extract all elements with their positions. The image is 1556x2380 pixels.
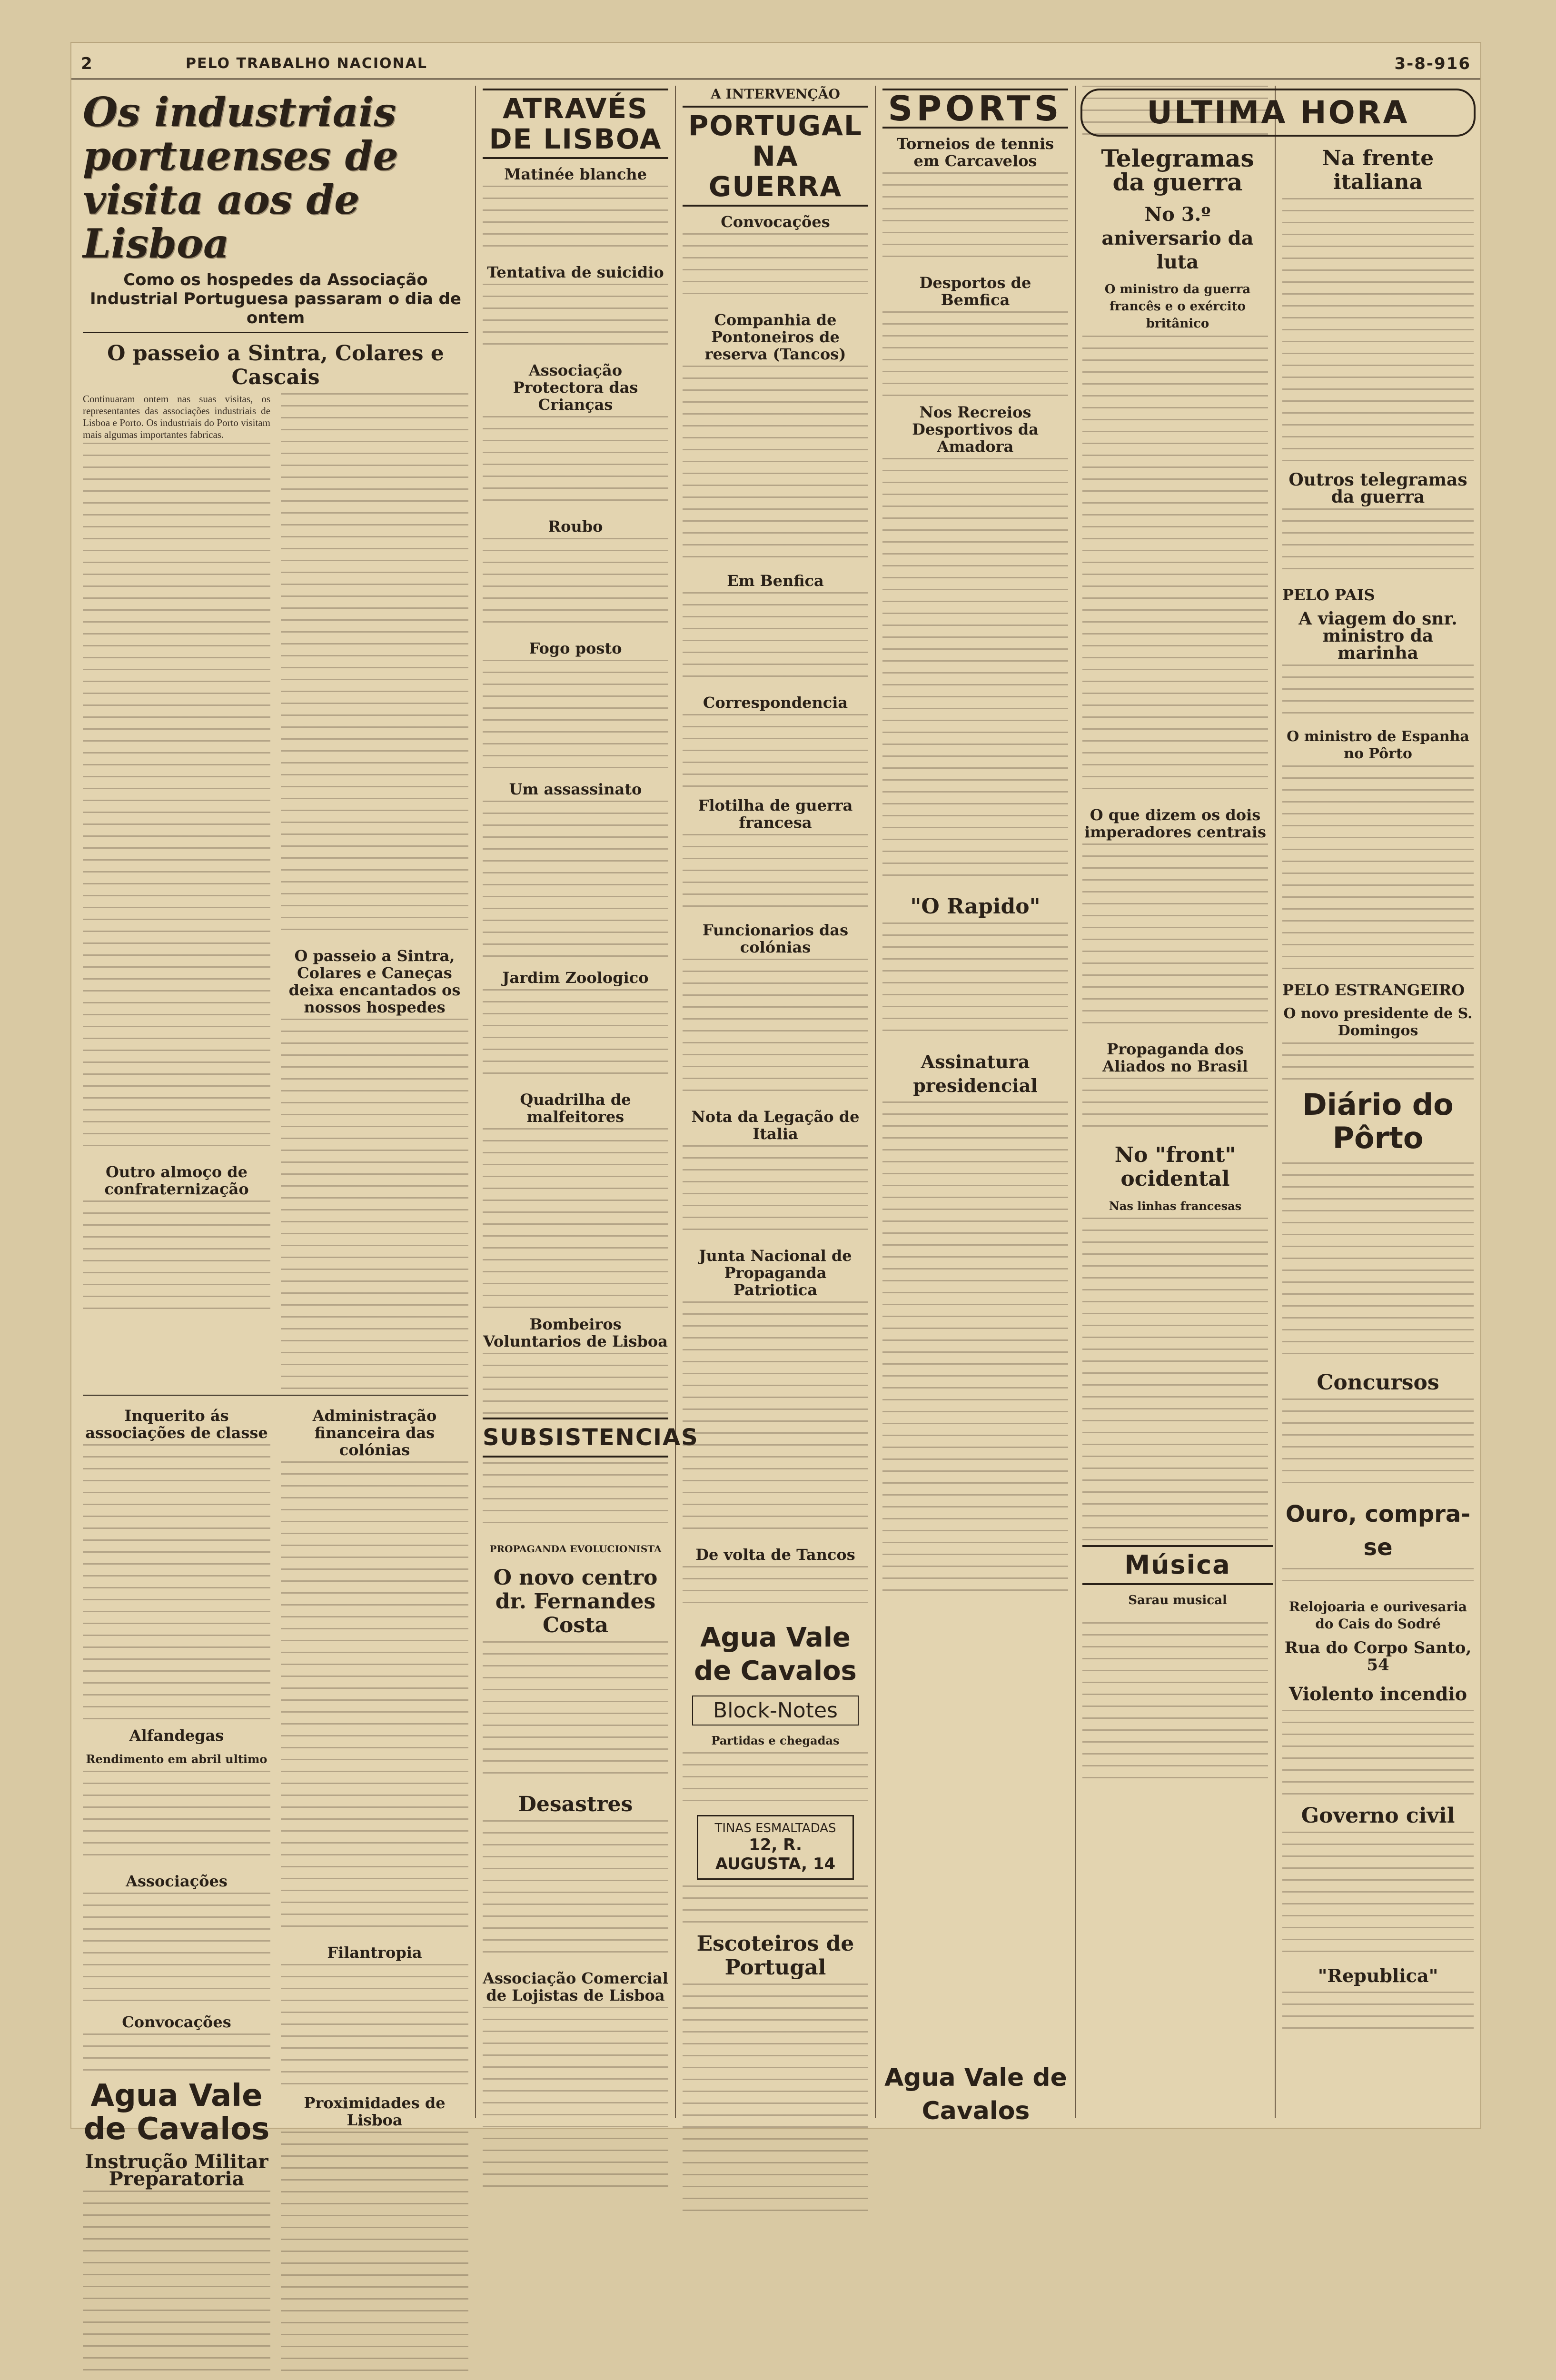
article-heading: Em Benfica [727, 572, 824, 590]
article-heading: Associação Comercial de Lojistas de Lisboa [483, 1969, 668, 2004]
section-heading: Administração financeira das colónias [312, 1407, 437, 1459]
column-banner: SUBSISTENCIAS [483, 1418, 668, 1458]
article-subheading: Nas linhas francesas [1109, 1199, 1242, 1213]
column-right [1276, 86, 1480, 2118]
article-heading: Correspondencia [703, 694, 848, 712]
section-heading: Alfandegas [129, 1726, 224, 1745]
column-banner: ATRAVÉS DE LISBOA [483, 89, 668, 159]
article-heading: Jardim Zoologico [502, 969, 649, 987]
column-atraves-de-lisboa [476, 86, 699, 2118]
article-heading: Na frente italiana [1322, 146, 1434, 194]
lead-headline: Os industriais portuenses de visita aos de Lisboa [83, 89, 398, 267]
article-heading: Governo civil [1301, 1804, 1455, 1828]
article-heading: Desportos de Bemfica [919, 274, 1031, 309]
article-heading: Companhia de Pontoneiros de reserva (Tancos) [704, 311, 846, 363]
article-heading: Quadrilha de malfeitores [520, 1091, 631, 1126]
article-heading: Associação Protectora das Crianças [513, 361, 638, 414]
article-heading: Assinatura presidencial [913, 1051, 1038, 1096]
section-title: PELO TRABALHO NACIONAL [186, 55, 427, 72]
section-heading: Proximidades de Lisboa [304, 2094, 446, 2129]
article-heading: "Republica" [1318, 1965, 1438, 1986]
newspaper-page [71, 43, 1480, 2190]
article-heading: Flotilha de guerra francesa [698, 796, 853, 832]
article-heading: Tentativa de suicidio [487, 263, 664, 281]
ultima-hora-banner: ULTIMA HORA [1080, 89, 1476, 137]
column-banner: PORTUGAL NA GUERRA [683, 106, 868, 207]
article-heading: Um assassinato [509, 780, 642, 798]
column-ultima-hora [1076, 86, 1276, 2118]
article-heading: "O Rapido" [910, 894, 1041, 919]
article-heading: Torneios de tennis em Carcavelos [896, 135, 1054, 170]
section-heading: O passeio a Sintra, Colares e Cascais [107, 341, 444, 389]
article-heading: A viagem do snr. ministro da marinha [1298, 609, 1457, 663]
article-heading: De volta de Tancos [695, 1546, 855, 1564]
section-subheading: Rendimento em abril ultimo [86, 1752, 268, 1766]
article-heading: Diário do Pôrto [1302, 1087, 1454, 1155]
advertisement: Agua Vale de Cavalos [884, 2063, 1067, 2125]
section-heading: Convocações [122, 2013, 231, 2031]
section-heading: Inquerito ás associações de classe [85, 1407, 268, 1442]
section-heading: Filantropia [327, 1944, 422, 1962]
section-label: PELO ESTRANGEIRO [1282, 981, 1465, 999]
article-heading: Bombeiros Voluntarios de Lisboa [483, 1315, 668, 1350]
section-heading: O passeio a Sintra, Colares e Caneças deixa encantados os nossos hospedes [288, 947, 461, 1016]
article-heading: PROPAGANDA EVOLUCIONISTA [489, 1543, 662, 1555]
page-folio [71, 50, 1480, 80]
bottom-ad [881, 2061, 1071, 2128]
article-heading: Escoteiros de Portugal [696, 1932, 854, 1980]
article-heading: Nos Recreios Desportivos da Amadora [912, 403, 1039, 456]
article-heading: Nota da Legação de Italia [691, 1108, 860, 1143]
article-heading: O novo centro dr. Fernandes Costa [493, 1566, 658, 1637]
lead-paragraph: Continuaram ontem nas suas visitas, os representantes das associações industriais de Lisboa e Porto. Os industriais do Porto visitam mais algumas importantes fabricas. [83, 393, 270, 440]
lead-subhead: Como os hospedes da Associação Industrial Portuguesa passaram o dia de ontem [90, 270, 461, 327]
column-sports [876, 86, 1076, 2118]
advertisement: Block-Notes [692, 1696, 859, 1726]
article-heading: Junta Nacional de Propaganda Patriotica [699, 1247, 852, 1299]
article-heading: Partidas e chegadas [711, 1734, 840, 1747]
ad-subtitle: Relojoaria e ourivesaria do Cais do Sodré [1288, 1599, 1467, 1632]
article-heading: O que dizem os dois imperadores centrais [1084, 806, 1267, 841]
section-heading: Instrução Militar Preparatoria [85, 2151, 268, 2190]
advertisement: Ouro, compra-se [1285, 1501, 1471, 1561]
article-heading: No 3.º aniversario da luta [1101, 203, 1254, 273]
section-heading: Outro almoço de confraternização [104, 1163, 249, 1198]
banner-kicker: A INTERVENÇÃO [711, 86, 840, 102]
article-heading: O ministro de Espanha no Pôrto [1287, 728, 1469, 762]
column-lead-article [76, 86, 476, 2190]
page-number: 2 [81, 54, 93, 73]
article-heading: Fogo posto [529, 639, 622, 657]
article-heading: O ministro da guerra francês e o exército britânico [1104, 282, 1251, 331]
article-heading: Convocações [721, 213, 830, 231]
ad-title: TINAS ESMALTADAS [714, 1821, 836, 1835]
article-heading: Desastres [518, 1792, 633, 1816]
column-portugal-na-guerra [676, 86, 876, 2118]
section-heading: Associações [126, 1872, 228, 1890]
column-banner: Música [1082, 1545, 1273, 1585]
music-section [1082, 1542, 1273, 1612]
ad-address: Rua do Corpo Santo, 54 [1284, 1638, 1472, 1675]
article-heading: Funcionarios das colónias [702, 921, 849, 956]
advertisement: Agua Vale de Cavalos [83, 2078, 270, 2147]
shop-advertisement [697, 1815, 854, 1880]
article-heading: Roubo [548, 517, 603, 536]
article-heading: Matinée blanche [504, 165, 647, 183]
article-subheading: Sarau musical [1128, 1593, 1227, 1607]
article-heading: Concursos [1317, 1370, 1439, 1395]
page-date: 3-8-916 [1394, 54, 1471, 73]
war-telegrams [1082, 138, 1273, 335]
column-banner: SPORTS [882, 89, 1068, 129]
advertisement: Agua Vale de Cavalos [694, 1622, 857, 1686]
article-heading: No "front" ocidental [1114, 1143, 1236, 1191]
article-heading: O novo presidente de S. Domingos [1283, 1005, 1473, 1039]
article-heading: Telegramas da guerra [1101, 144, 1254, 196]
article-heading: Outros telegramas da guerra [1288, 470, 1467, 507]
section-label: PELO PAIS [1282, 586, 1375, 604]
ad-address: 12, R. AUGUSTA, 14 [715, 1835, 836, 1874]
article-heading: Violento incendio [1288, 1683, 1467, 1705]
article-heading: Propaganda dos Aliados no Brasil [1102, 1040, 1248, 1075]
